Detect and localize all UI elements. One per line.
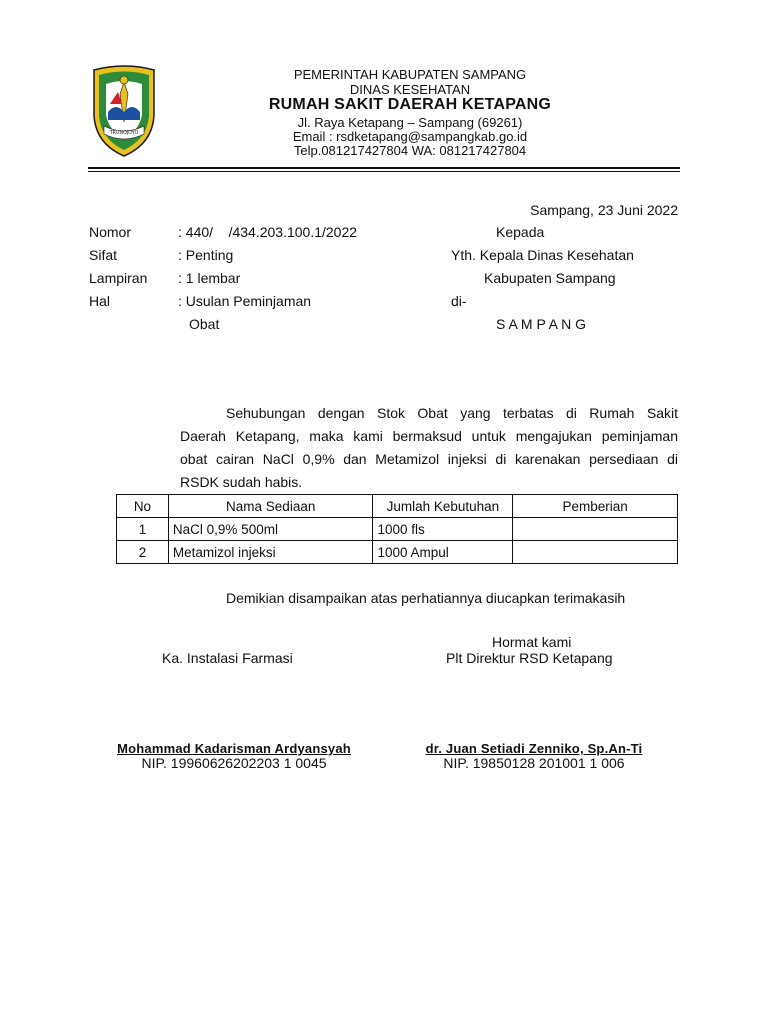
recipient-di: di- (451, 293, 467, 309)
meta-value-nomor: : 440/ /434.203.100.1/2022 (178, 224, 358, 240)
cell-nama-sediaan: NaCl 0,9% 500ml (168, 518, 373, 541)
signer-left-title: Ka. Instalasi Farmasi (162, 650, 293, 666)
body-line: Daerah Ketapang, maka kami bermaksud untuk mengajukan peminjaman (180, 428, 678, 444)
recipient-regency: Kabupaten Sampang (484, 270, 616, 286)
meta-value-sifat: : Penting (178, 247, 234, 263)
cell-jumlah-kebutuhan: 1000 Ampul (373, 541, 513, 564)
medicine-request-table (116, 494, 678, 564)
recipient-addressee: Yth. Kepala Dinas Kesehatan (451, 247, 634, 263)
cell-pemberian (513, 541, 678, 564)
body-line: Sehubungan dengan Stok Obat yang terbatas di Rumah Sakit (226, 405, 678, 421)
logo-caption: TRUNOJOYO (109, 131, 139, 136)
table-header-row (117, 495, 678, 518)
cell-no: 2 (117, 541, 169, 564)
table-row (117, 541, 678, 564)
header-phone: Telp.081217427804 WA: 081217427804 (293, 143, 527, 158)
header-email: Email : rsdketapang@sampangkab.go.id (292, 129, 528, 144)
header-department-line: DINAS KESEHATAN (349, 82, 471, 97)
cell-nama-sediaan: Metamizol injeksi (168, 541, 373, 564)
header-address: Jl. Raya Ketapang – Sampang (69261) (297, 115, 523, 130)
letter-date: Sampang, 23 Juni 2022 (530, 202, 678, 218)
signer-right-name: dr. Juan Setiadi Zenniko, Sp.An-Ti (425, 741, 643, 756)
body-paragraph (180, 402, 678, 494)
recipient-city: S A M P A N G (496, 316, 587, 332)
column-header-pemberian: Pemberian (513, 495, 678, 518)
cell-pemberian (513, 518, 678, 541)
header-government-line: PEMERINTAH KABUPATEN SAMPANG (293, 67, 527, 82)
header-divider-thin (88, 171, 680, 172)
meta-label-lampiran: Lampiran (89, 270, 148, 286)
meta-label-nomor: Nomor (89, 224, 132, 240)
meta-value-lampiran: : 1 lembar (178, 270, 241, 286)
table-row (117, 518, 678, 541)
signer-right-greeting: Hormat kami (492, 634, 572, 650)
meta-value-hal: : Usulan Peminjaman (178, 293, 312, 309)
meta-label-hal: Hal (89, 293, 111, 309)
cell-no: 1 (117, 518, 169, 541)
closing-sentence: Demikian disampaikan atas perhatiannya diucapkan terimakasih (226, 590, 626, 606)
meta-value-hal-continued: Obat (189, 316, 220, 332)
signer-right-title: Plt Direktur RSD Ketapang (446, 650, 613, 666)
column-header-no: No (117, 495, 169, 518)
signer-left-name: Mohammad Kadarisman Ardyansyah (117, 741, 351, 756)
regency-emblem-logo (88, 64, 160, 160)
body-line: obat cairan NaCl 0,9% dan Metamizol injeksi di karenakan persediaan di (180, 451, 678, 467)
signer-right-nip: NIP. 19850128 201001 1 006 (443, 755, 625, 771)
recipient-kepada: Kepada (496, 224, 545, 240)
column-header-jumlah-kebutuhan: Jumlah Kebutuhan (373, 495, 513, 518)
header-divider-thick (88, 167, 680, 169)
cell-jumlah-kebutuhan: 1000 fls (373, 518, 513, 541)
body-line: RSDK sudah habis. (180, 474, 303, 490)
column-header-nama-sediaan: Nama Sediaan (168, 495, 373, 518)
meta-label-sifat: Sifat (89, 247, 118, 263)
signer-left-nip: NIP. 19960626202203 1 0045 (141, 755, 327, 771)
header-hospital-name: RUMAH SAKIT DAERAH KETAPANG (268, 96, 552, 113)
